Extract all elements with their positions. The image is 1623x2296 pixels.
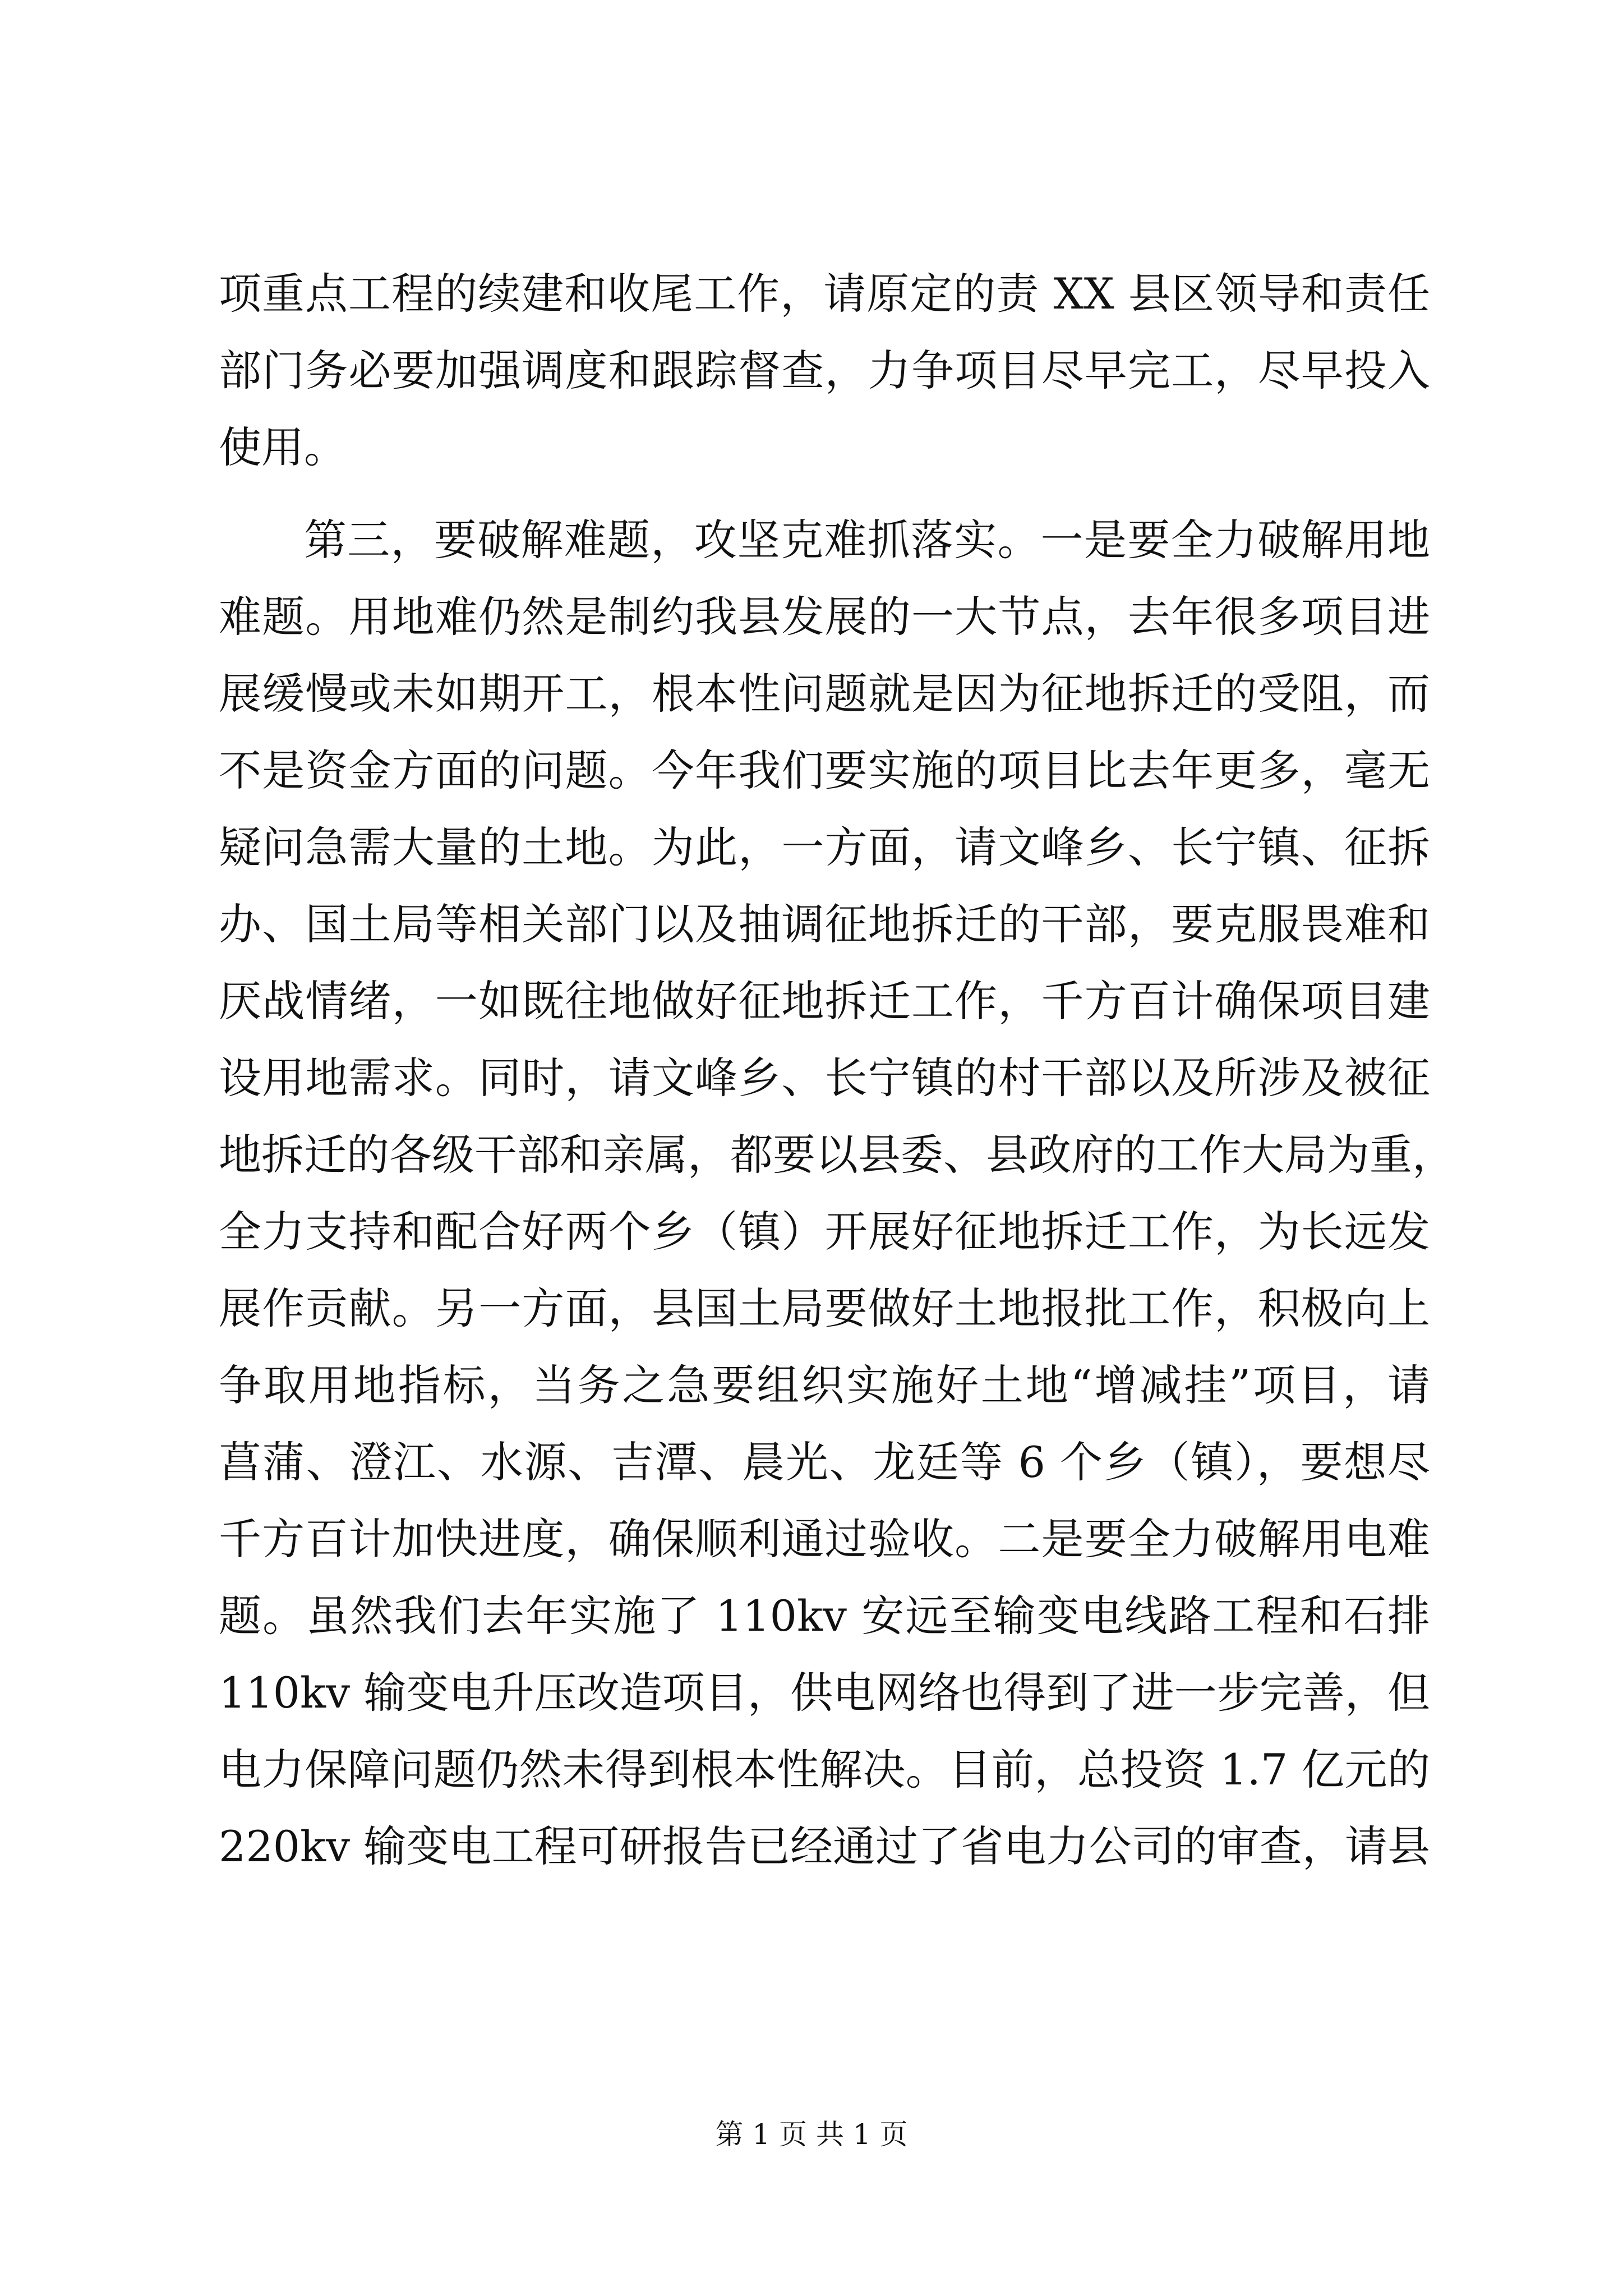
text-line: 电力保障问题仍然未得到根本性解决。目前，总投资 1.7 亿元的 (219, 1745, 1430, 1795)
text-line: 设用地需求。同时，请文峰乡、长宁镇的村干部以及所涉及被征 (219, 1053, 1430, 1103)
page-footer (0, 2115, 1623, 2154)
page-number-label: 第 1 页 共 1 页 (715, 2118, 908, 2151)
text-line: 千方百计加快进度，确保顺利通过验收。二是要全力破解用电难 (219, 1514, 1430, 1564)
text-line: 展作贡献。另一方面，县国土局要做好土地报批工作，积极向上 (219, 1283, 1430, 1333)
text-line: 不是资金方面的问题。今年我们要实施的项目比去年更多，毫无 (219, 746, 1430, 795)
text-line: 110kv 输变电升压改造项目，供电网络也得到了进一步完善，但 (219, 1668, 1430, 1718)
paragraph-gap (219, 486, 1430, 501)
text-line: 办、国土局等相关部门以及抽调征地拆迁的干部，要克服畏难和 (219, 899, 1430, 949)
text-line: 220kv 输变电工程可研报告已经通过了省电力公司的审查，请县 (219, 1821, 1430, 1871)
text-line: 全力支持和配合好两个乡（镇）开展好征地拆迁工作，为长远发 (219, 1207, 1430, 1257)
text-line: 题。虽然我们去年实施了 110kv 安远至输变电线路工程和石排 (219, 1591, 1430, 1641)
text-line: 展缓慢或未如期开工，根本性问题就是因为征地拆迁的受阻，而 (219, 669, 1430, 719)
text-line: 项重点工程的续建和收尾工作，请原定的责 XX 县区领导和责任 (219, 269, 1430, 319)
text-line: 第三，要破解难题，攻坚克难抓落实。一是要全力破解用地 (304, 515, 1430, 565)
text-line: 难题。用地难仍然是制约我县发展的一大节点，去年很多项目进 (219, 592, 1430, 642)
text-line: 疑问急需大量的土地。为此，一方面，请文峰乡、长宁镇、征拆 (219, 822, 1430, 872)
text-line: 争取用地指标，当务之急要组织实施好土地“增减挂”项目，请 (219, 1360, 1430, 1410)
text-line: 部门务必要加强调度和跟踪督查，力争项目尽早完工，尽早投入 (219, 346, 1430, 395)
text-line: 使用。 (219, 422, 347, 472)
text-line: 厌战情绪，一如既往地做好征地拆迁工作，千方百计确保项目建 (219, 976, 1430, 1026)
text-line: 地拆迁的各级干部和亲属，都要以县委、县政府的工作大局为重， (219, 1130, 1455, 1180)
document-body (219, 255, 1455, 1885)
text-line: 菖蒲、澄江、水源、吉潭、晨光、龙廷等 6 个乡（镇），要想尽 (219, 1437, 1430, 1487)
